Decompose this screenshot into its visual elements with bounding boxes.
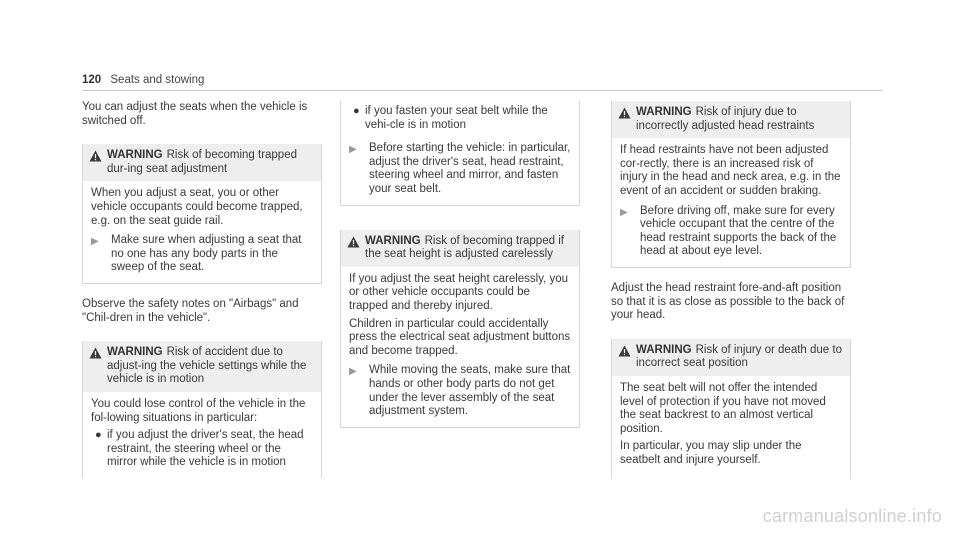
step-text: Make sure when adjusting a seat that no one has any body parts in the sweep of the seat. <box>111 234 302 274</box>
step-text: Before starting the vehicle: in particular, adjust the driver's seat, head restraint, steering wheel and mirror, and fasten your seat belt. <box>369 142 571 195</box>
warning-title: Risk of accident due to adjust-ing the vehicle settings while the vehicle is in motion <box>107 346 307 386</box>
warning-label: WARNING <box>636 343 692 356</box>
column-3 <box>611 101 851 493</box>
step-arrow-icon: ▶ <box>91 236 99 248</box>
bullet-icon: ● <box>353 105 360 117</box>
step-text: While moving the seats, make sure that hands or other body parts do not get under the lever assembly of the seat adjustment system. <box>369 364 571 418</box>
warning-title: Risk of injury or death due to incorrect seat position <box>636 343 842 370</box>
warning-body: The seat belt will not offer the intended level of protection if you have not moved the seat backrest to an almost vertical position. <box>620 381 826 435</box>
warning-body: When you adjust a seat, you or other vehicle occupants could become trapped, e.g. on the seat guide rail. <box>91 187 303 227</box>
warning-title: Risk of becoming trapped if the seat height is adjusted carelessly <box>365 234 564 261</box>
warning-label: WARNING <box>107 149 163 162</box>
warning-title: Risk of becoming trapped dur-ing seat adjustment <box>107 149 297 175</box>
warning-label: WARNING <box>365 234 421 247</box>
bullet-list <box>91 429 313 470</box>
warning-header <box>341 230 579 267</box>
warning-triangle-icon <box>89 346 107 387</box>
warning-body: Children in particular could accidentally press the electrical seat adjustment buttons and become trapped. <box>349 317 571 357</box>
section-title: Seats and stowing <box>110 74 205 86</box>
adjust-text: Adjust the head restraint fore-and-aft position so that it is as close as possible to the back of your head. <box>611 281 845 322</box>
bullet-icon: ● <box>95 429 102 442</box>
step-text: Before driving off, make sure for every vehicle occupant that the centre of the head restraint supports the back of the head at about eye level. <box>640 204 837 258</box>
warning-header <box>612 339 850 376</box>
instruction-step <box>620 205 842 259</box>
warning-label: WARNING <box>107 346 163 359</box>
column-1 <box>82 101 322 492</box>
warning-box-accident-adjusting <box>82 341 322 478</box>
warning-body: If head restraints have not been adjusted cor-rectly, there is an increased risk of injury in the head and neck area, e.g. in the event of an accident or sudden braking. <box>620 144 841 197</box>
warning-body: If you adjust the seat height carelessly, you or other vehicle occupants could be trapped and thereby injured. <box>349 272 569 312</box>
observe-text: Observe the safety notes on "Airbags" and "Chil-dren in the vehicle". <box>82 297 299 324</box>
instruction-step <box>91 234 313 275</box>
warning-body: You could lose control of the vehicle in the fol-lowing situations in particular: <box>91 397 306 424</box>
list-item: ● if you adjust the driver's seat, the head restraint, the steering wheel or the mirror while the vehicle is in motion <box>95 429 304 469</box>
warning-triangle-icon <box>618 106 636 133</box>
step-arrow-icon: ▶ <box>620 206 628 218</box>
warning-triangle-icon <box>618 344 636 371</box>
list-item: ● if you fasten your seat belt while the vehi-cle is in motion <box>353 105 548 131</box>
watermark: carmanualsonline.info <box>762 506 942 526</box>
warning-header <box>83 341 321 392</box>
page-header <box>82 74 204 86</box>
step-arrow-icon: ▶ <box>349 144 357 156</box>
header-divider <box>82 90 882 91</box>
page-number: 120 <box>82 74 102 86</box>
warning-triangle-icon <box>347 235 365 262</box>
warning-box-continuation <box>340 101 580 206</box>
warning-header <box>83 144 321 181</box>
warning-body: In particular, you may slip under the seatbelt and injure yourself. <box>620 440 802 466</box>
step-arrow-icon: ▶ <box>349 366 357 378</box>
warning-title: Risk of injury due to incorrectly adjusted head restraints <box>636 106 815 132</box>
warning-box-seat-position <box>611 339 851 480</box>
warning-box-trapped-adjustment <box>82 144 322 284</box>
warning-label: WARNING <box>636 106 692 118</box>
bullet-list <box>349 105 571 132</box>
instruction-step <box>349 364 571 418</box>
column-2 <box>340 101 580 442</box>
warning-triangle-icon <box>89 149 107 176</box>
intro-text: You can adjust the seats when the vehicle is switched off. <box>82 101 308 127</box>
warning-box-seat-height <box>340 230 580 428</box>
warning-header <box>612 101 850 138</box>
instruction-step <box>349 142 571 196</box>
warning-box-head-restraints <box>611 101 851 268</box>
